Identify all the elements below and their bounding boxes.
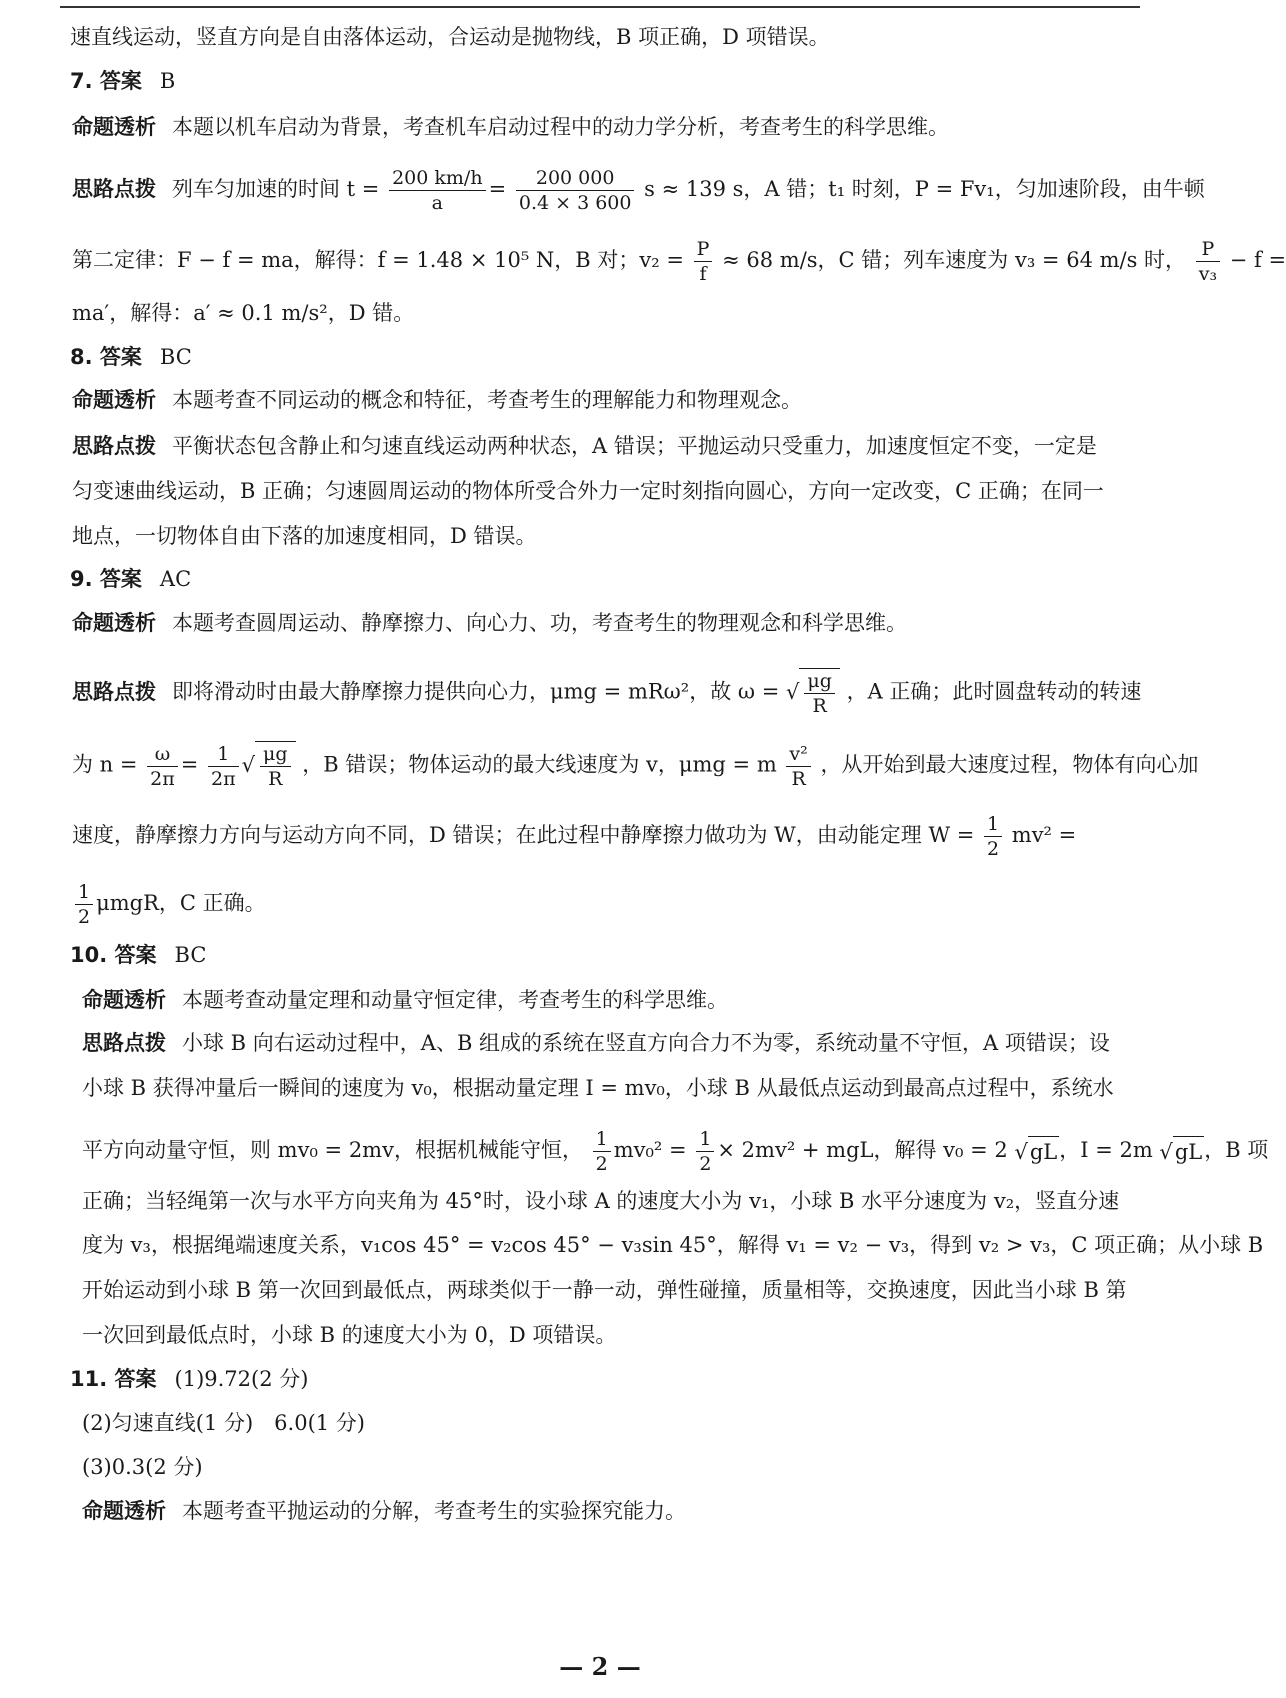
fraction: $\frac{P}{\text{v₃}}$ (1196, 237, 1220, 286)
q11-topic: 命题透析 本题考查平抛运动的分解，考查考生的实验探究能力。 (82, 1499, 686, 1523)
q8-answer: 8. 答案 BC (70, 345, 192, 369)
q9-answer: 9. 答案 AC (70, 567, 192, 591)
q7-answer: 7. 答案 B (70, 69, 176, 93)
top-rule (60, 6, 1140, 8)
q10-solution-1: 思路点拨 小球 B 向右运动过程中，A、B 组成的系统在竖直方向合力不为零，系统动量不守恒，A 项错误；设 (82, 1031, 1110, 1055)
q10-topic: 命题透析 本题考查动量定理和动量守恒定律，考查考生的科学思维。 (82, 988, 728, 1012)
q11-answer-3: (3)0.3(2 分) (82, 1455, 203, 1479)
square-root: √ $\frac{\mu g}{R}$ (786, 668, 840, 718)
q11-answer-2: (2)匀速直线(1 分) 6.0(1 分) (82, 1411, 365, 1435)
text-line: 速直线运动，竖直方向是自由落体运动，合运动是抛物线，B 项正确，D 项错误。 (70, 25, 830, 49)
q7-solution-3: ma′，解得：a′ ≈ 0.1 m/s²，D 错。 (72, 301, 415, 325)
q8-solution-3: 地点，一切物体自由下落的加速度相同，D 错误。 (72, 524, 537, 548)
q10-solution-7: 一次回到最低点时，小球 B 的速度大小为 0，D 项错误。 (82, 1323, 617, 1347)
q10-solution-5: 度为 v₃，根据绳端速度关系，v₁cos 45° = v₂cos 45° − v₃sin 45°，解得 v₁ = v₂ − v₃，得到 v₂ > v₃，C 项正确；从小球 B (82, 1233, 1264, 1257)
square-root: √ $\frac{\mu g}{R}$ (242, 741, 296, 791)
q7-solution-1: 思路点拨 列车匀加速的时间 t = $\frac{200 km/h}{a}$ = $\frac{200 000}{0.4 \times 3 600}$ s ≈ 139 s，A 错；t₁ 时刻，P = Fv₁，匀加速阶段，由牛顿 (72, 167, 1205, 214)
q10-solution-6: 开始运动到小球 B 第一次回到最低点，两球类似于一静一动，弹性碰撞，质量相等，交换速度，因此当小球 B 第 (82, 1278, 1127, 1302)
q10-solution-3: 平方向动量守恒，则 mv₀ = 2mv，根据机械能守恒， $\frac{1}{2}$ mv₀² = $\frac{1}{2}$ × 2mv² + mgL，解得 v₀ = 2 √gL，I = 2m √gL，B 项 (82, 1128, 1269, 1175)
fraction: $\frac{1}{2}$ (75, 880, 93, 929)
q7-solution-2: 第二定律：F − f = ma，解得：f = 1.48 × 10⁵ N，B 对；v₂ = $\frac{P}{f}$ ≈ 68 m/s，C 错；列车速度为 v₃ = 64 m/s 时， $\frac{P}{\text{v₃}}$ − f = (72, 238, 1286, 285)
fraction: $\frac{200 000}{0.4 \times 3 600}$ (516, 166, 635, 215)
q10-solution-4: 正确；当轻绳第一次与水平方向夹角为 45°时，设小球 A 的速度大小为 v₁，小球 B 水平分速度为 v₂，竖直分速 (82, 1189, 1120, 1213)
q9-solution-2: 为 n = $\frac{\omega}{2\pi}$ = $\frac{1}{2\pi}$ √ $\frac{\mu g}{R}$ ，B 错误；物体运动的最大线速度为 v，μmg = m $\frac{\text{v²}}{R}$ ，从开始到最大速度过程，物体有向心加 (72, 742, 1199, 790)
fraction: $\frac{1}{2}$ (593, 1127, 611, 1176)
q8-solution-2: 匀变速曲线运动，B 正确；匀速圆周运动的物体所受合外力一定时刻指向圆心，方向一定改变，C 正确；在同一 (72, 479, 1104, 503)
fraction: $\frac{P}{f}$ (694, 237, 713, 286)
fraction: $\frac{200 km/h}{a}$ (389, 166, 485, 215)
square-root: √gL (1014, 1136, 1059, 1167)
fraction: $\frac{1}{2\pi}$ (208, 742, 239, 791)
q11-answer: 11. 答案 (1)9.72(2 分) (70, 1367, 309, 1391)
square-root: √gL (1159, 1136, 1204, 1167)
fraction: $\frac{\omega}{2\pi}$ (147, 742, 178, 791)
fraction: $\frac{1}{2}$ (984, 812, 1002, 861)
q9-solution-4: $\frac{1}{2}$ μmgR，C 正确。 (72, 880, 1152, 929)
q10-solution-2: 小球 B 获得冲量后一瞬间的速度为 v₀，根据动量定理 I = mv₀，小球 B 从最低点运动到最高点过程中，系统水 (82, 1076, 1114, 1100)
q7-topic: 命题透析 本题以机车启动为背景，考查机车启动过程中的动力学分析，考查考生的科学思维。 (72, 115, 949, 139)
q9-topic: 命题透析 本题考查圆周运动、静摩擦力、向心力、功，考查考生的物理观念和科学思维。 (72, 611, 907, 635)
fraction: $\frac{1}{2}$ (696, 1127, 714, 1176)
q8-topic: 命题透析 本题考查不同运动的概念和特征，考查考生的理解能力和物理观念。 (72, 388, 802, 412)
q10-answer: 10. 答案 BC (70, 943, 207, 967)
q9-solution-1: 思路点拨 即将滑动时由最大静摩擦力提供向心力，μmg = mRω²，故 ω = √ $\frac{\mu g}{R}$ ，A 正确；此时圆盘转动的转速 (72, 670, 1142, 717)
fraction: $\frac{\text{v²}}{R}$ (786, 742, 810, 791)
q8-solution-1: 思路点拨 平衡状态包含静止和匀速直线运动两种状态，A 错误；平抛运动只受重力，加速度恒定不变，一定是 (72, 434, 1097, 458)
page-number: — 2 — (559, 1652, 641, 1681)
q9-solution-3: 速度，静摩擦力方向与运动方向不同，D 错误；在此过程中静摩擦力做功为 W，由动能定理 W = $\frac{1}{2}$ mv² = (72, 813, 1077, 860)
